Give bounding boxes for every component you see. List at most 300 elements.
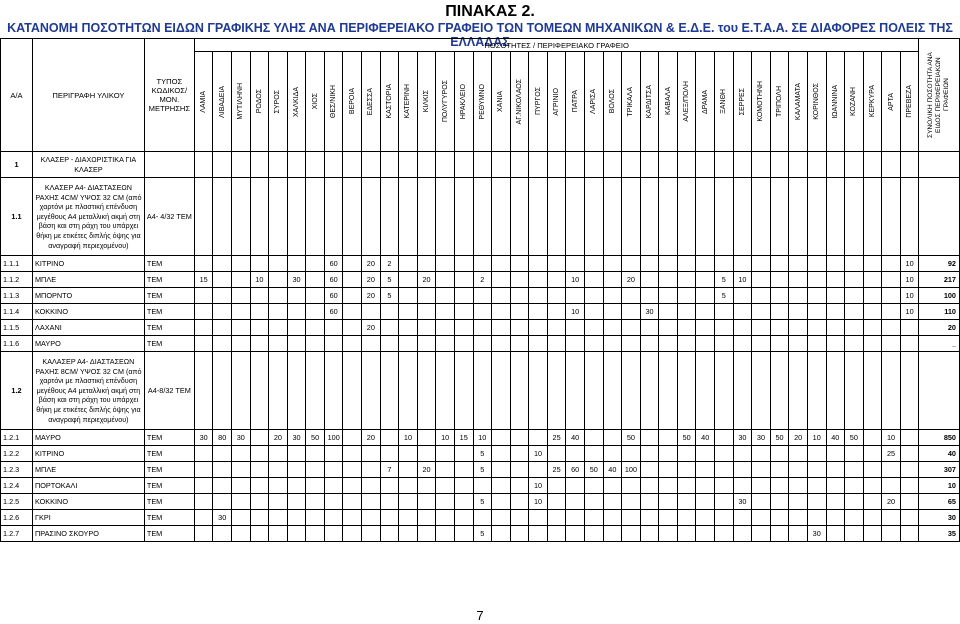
empty-cell	[603, 352, 622, 430]
empty-cell	[770, 152, 789, 178]
empty-cell	[213, 446, 232, 462]
empty-cell	[659, 152, 678, 178]
empty-cell	[306, 494, 325, 510]
empty-cell	[733, 256, 752, 272]
empty-cell	[863, 462, 882, 478]
empty-cell	[194, 494, 213, 510]
empty-cell	[232, 272, 251, 288]
item-name: ΠΡΑΣΙΝΟ ΣΚΟΥΡΟ	[32, 526, 144, 542]
empty-cell	[882, 304, 901, 320]
item-total: 10	[919, 478, 960, 494]
empty-cell	[213, 178, 232, 256]
page-title: ΠΙΝΑΚΑΣ 2.	[445, 3, 535, 20]
empty-cell	[269, 320, 288, 336]
empty-cell	[752, 478, 771, 494]
empty-cell	[584, 510, 603, 526]
item-total: 217	[919, 272, 960, 288]
quantity-cell: 30	[213, 510, 232, 526]
city-label: ΒΟΛΟΣ	[608, 89, 616, 114]
empty-cell	[454, 152, 473, 178]
empty-cell	[380, 430, 399, 446]
empty-cell	[269, 510, 288, 526]
empty-cell	[696, 336, 715, 352]
empty-cell	[417, 288, 436, 304]
empty-cell	[324, 336, 343, 352]
empty-cell	[213, 462, 232, 478]
empty-cell	[845, 152, 864, 178]
section-description: ΚΛΑΣΕΡ - ΔΙΑΧΩΡΙΣΤΙΚΑ ΓΙΑ ΚΛΑΣΕΡ	[32, 152, 144, 178]
empty-cell	[603, 304, 622, 320]
empty-cell	[510, 430, 529, 446]
city-label: ΠΟΛΥΓΥΡΟΣ	[441, 80, 449, 123]
page-subtitle: ΚΑΤΑΝΟΜΗ ΠΟΣΟΤΗΤΩΝ ΕΙΔΩΝ ΓΡΑΦΙΚΗΣ ΥΛΗΣ ΑΝΑ ΠΕΡΙΦΕΡΕΙΑΚΟ ΓΡΑΦΕΙΟ ΤΩΝ ΤΟΜΕΩΝ ΜΗΧΑΝΙΚΩΝ & Ε.Δ.Ε. του Ε.Τ.Α.Α. ΣΕ ΔΙΑΦΟΡΕΣ ΠΟΛΕΙΣ ΤΗΣ ΕΛΛΑΔΑΣ	[7, 21, 953, 49]
quantity-cell: 10	[399, 430, 418, 446]
empty-cell	[362, 494, 381, 510]
empty-cell	[417, 478, 436, 494]
empty-cell	[845, 462, 864, 478]
quantity-cell: 60	[324, 256, 343, 272]
empty-cell	[529, 526, 548, 542]
empty-cell	[622, 478, 641, 494]
quantity-cell: 10	[250, 272, 269, 288]
empty-cell	[603, 478, 622, 494]
empty-cell	[306, 446, 325, 462]
empty-cell	[752, 462, 771, 478]
city-label: ΗΡΑΚΛΕΙΟ	[460, 83, 468, 120]
empty-cell	[677, 526, 696, 542]
empty-cell	[232, 336, 251, 352]
quantity-cell: 30	[287, 430, 306, 446]
empty-cell	[752, 352, 771, 430]
quantity-cell: 15	[454, 430, 473, 446]
quantity-cell: 5	[715, 272, 734, 288]
empty-cell	[250, 510, 269, 526]
empty-cell	[250, 462, 269, 478]
empty-cell	[715, 152, 734, 178]
quantity-cell: 10	[436, 430, 455, 446]
city-label: ΚΑΒΑΛΑ	[664, 87, 672, 116]
empty-cell	[399, 152, 418, 178]
empty-cell	[250, 152, 269, 178]
empty-cell	[492, 352, 511, 430]
empty-cell	[677, 256, 696, 272]
empty-cell	[807, 288, 826, 304]
empty-cell	[900, 446, 919, 462]
empty-cell	[454, 320, 473, 336]
empty-cell	[770, 288, 789, 304]
empty-cell	[826, 152, 845, 178]
empty-cell	[399, 336, 418, 352]
empty-cell	[417, 446, 436, 462]
empty-cell	[492, 152, 511, 178]
header-city	[287, 52, 306, 152]
empty-cell	[547, 336, 566, 352]
empty-cell	[492, 430, 511, 446]
empty-cell	[863, 304, 882, 320]
item-name: ΠΟΡΤΟΚΑΛΙ	[32, 478, 144, 494]
empty-cell	[789, 462, 808, 478]
empty-cell	[417, 510, 436, 526]
empty-cell	[343, 256, 362, 272]
empty-cell	[845, 526, 864, 542]
header-city	[213, 52, 232, 152]
empty-cell	[547, 510, 566, 526]
empty-cell	[232, 478, 251, 494]
empty-cell	[677, 352, 696, 430]
empty-cell	[380, 352, 399, 430]
quantity-cell: 10	[529, 446, 548, 462]
empty-cell	[696, 510, 715, 526]
table-row	[1, 446, 960, 462]
empty-cell	[826, 178, 845, 256]
empty-cell	[826, 510, 845, 526]
empty-cell	[863, 352, 882, 430]
empty-cell	[845, 288, 864, 304]
empty-cell	[789, 478, 808, 494]
empty-cell	[845, 320, 864, 336]
quantity-cell: 20	[362, 430, 381, 446]
empty-cell	[250, 288, 269, 304]
header-city	[194, 52, 213, 152]
empty-cell	[510, 446, 529, 462]
item-name: ΛΑΧΑΝΙ	[32, 320, 144, 336]
empty-cell	[473, 478, 492, 494]
item-unit: ΤΕΜ	[144, 304, 194, 320]
quantity-cell: 2	[473, 272, 492, 288]
empty-cell	[436, 352, 455, 430]
city-label: ΛΑΡΙΣΑ	[590, 89, 598, 114]
header-city	[622, 52, 641, 152]
item-name: ΜΑΥΡΟ	[32, 430, 144, 446]
table-row	[1, 462, 960, 478]
empty-cell	[399, 510, 418, 526]
empty-cell	[715, 510, 734, 526]
quantity-cell: 30	[287, 272, 306, 288]
quantity-cell: 5	[380, 288, 399, 304]
empty-cell	[640, 256, 659, 272]
empty-cell	[584, 446, 603, 462]
empty-cell	[640, 526, 659, 542]
quantity-cell: 20	[362, 256, 381, 272]
empty-cell	[343, 494, 362, 510]
empty-cell	[715, 320, 734, 336]
empty-cell	[250, 178, 269, 256]
empty-cell	[622, 304, 641, 320]
empty-cell	[250, 430, 269, 446]
empty-cell	[715, 478, 734, 494]
empty-cell	[399, 526, 418, 542]
empty-cell	[752, 272, 771, 288]
empty-cell	[287, 304, 306, 320]
empty-cell	[789, 446, 808, 462]
empty-cell	[826, 256, 845, 272]
item-unit: ΤΕΜ	[144, 462, 194, 478]
quantity-cell: 10	[529, 478, 548, 494]
empty-cell	[789, 494, 808, 510]
empty-cell	[417, 304, 436, 320]
item-code: 1.1.6	[1, 336, 33, 352]
item-unit: ΤΕΜ	[144, 446, 194, 462]
empty-cell	[287, 320, 306, 336]
empty-cell	[900, 430, 919, 446]
empty-cell	[845, 446, 864, 462]
quantity-cell: 20	[622, 272, 641, 288]
empty-cell	[436, 304, 455, 320]
empty-cell	[566, 288, 585, 304]
empty-cell	[733, 478, 752, 494]
table-row	[1, 430, 960, 446]
empty-cell	[343, 430, 362, 446]
empty-cell	[845, 256, 864, 272]
empty-cell	[232, 178, 251, 256]
header-city	[454, 52, 473, 152]
empty-cell	[789, 178, 808, 256]
empty-cell	[324, 494, 343, 510]
section-description: ΚΑΛΑΣΕΡ Α4- ΔΙΑΣΤΑΣΕΩΝ ΡΑΧΗΣ 8CM/ ΥΨΟΣ 32 CM (από χαρτόνι με πλαστική επένδυση μεγέθους Α4 μεταλλική ακμή στη βάση και στη ράχη του υπάρχει θήκη με ετικέτες διπλής όψης για αναγραφή περιεχομένου)	[32, 352, 144, 430]
empty-cell	[640, 446, 659, 462]
item-unit: ΤΕΜ	[144, 288, 194, 304]
empty-cell	[752, 446, 771, 462]
quantity-cell: 10	[900, 272, 919, 288]
empty-cell	[454, 526, 473, 542]
empty-cell	[213, 352, 232, 430]
empty-cell	[306, 510, 325, 526]
empty-cell	[492, 446, 511, 462]
empty-cell	[733, 510, 752, 526]
empty-cell	[269, 478, 288, 494]
empty-cell	[232, 446, 251, 462]
quantity-cell: 50	[770, 430, 789, 446]
header-city	[250, 52, 269, 152]
empty-cell	[287, 526, 306, 542]
empty-cell	[510, 494, 529, 510]
empty-cell	[566, 510, 585, 526]
empty-cell	[269, 336, 288, 352]
quantity-cell: 60	[324, 288, 343, 304]
empty-cell	[807, 272, 826, 288]
header-city	[324, 52, 343, 152]
item-code: 1.2.3	[1, 462, 33, 478]
empty-cell	[399, 304, 418, 320]
empty-cell	[454, 446, 473, 462]
empty-cell	[417, 494, 436, 510]
empty-cell	[510, 272, 529, 288]
header-city	[566, 52, 585, 152]
empty-cell	[510, 304, 529, 320]
city-label: ΣΥΡΟΣ	[274, 89, 282, 114]
item-total: _	[919, 336, 960, 352]
empty-cell	[696, 288, 715, 304]
empty-cell	[584, 494, 603, 510]
empty-cell	[492, 462, 511, 478]
empty-cell	[807, 510, 826, 526]
empty-cell	[529, 430, 548, 446]
item-name: ΚΙΤΡΙΝΟ	[32, 256, 144, 272]
empty-cell	[733, 178, 752, 256]
empty-cell	[696, 272, 715, 288]
empty-cell	[194, 446, 213, 462]
empty-cell	[733, 152, 752, 178]
empty-cell	[306, 152, 325, 178]
empty-cell	[677, 446, 696, 462]
empty-cell	[510, 320, 529, 336]
empty-cell	[343, 526, 362, 542]
city-label: ΚΙΛΚΙΣ	[423, 90, 431, 113]
empty-cell	[845, 478, 864, 494]
empty-cell	[659, 256, 678, 272]
empty-cell	[194, 336, 213, 352]
header-city	[510, 52, 529, 152]
empty-cell	[399, 272, 418, 288]
empty-cell	[845, 304, 864, 320]
empty-cell	[807, 478, 826, 494]
empty-cell	[473, 320, 492, 336]
item-total: 100	[919, 288, 960, 304]
empty-cell	[789, 288, 808, 304]
empty-cell	[640, 288, 659, 304]
empty-cell	[306, 462, 325, 478]
empty-cell	[845, 272, 864, 288]
empty-cell	[417, 320, 436, 336]
quantity-cell: 100	[622, 462, 641, 478]
item-total: 35	[919, 526, 960, 542]
empty-cell	[584, 256, 603, 272]
empty-cell	[789, 256, 808, 272]
empty-cell	[306, 256, 325, 272]
empty-cell	[213, 320, 232, 336]
empty-cell	[566, 336, 585, 352]
empty-cell	[733, 352, 752, 430]
item-code: 1.1.3	[1, 288, 33, 304]
empty-cell	[510, 256, 529, 272]
quantity-cell: 40	[826, 430, 845, 446]
empty-cell	[733, 304, 752, 320]
empty-cell	[603, 494, 622, 510]
header-city	[677, 52, 696, 152]
quantity-cell: 50	[845, 430, 864, 446]
empty-cell	[659, 178, 678, 256]
quantity-cell: 60	[324, 272, 343, 288]
header-city	[789, 52, 808, 152]
city-label: ΚΟΡΙΝΘΟΣ	[813, 83, 821, 120]
quantity-cell: 15	[194, 272, 213, 288]
empty-cell	[566, 320, 585, 336]
empty-cell	[362, 510, 381, 526]
empty-cell	[213, 288, 232, 304]
empty-cell	[473, 288, 492, 304]
empty-cell	[417, 178, 436, 256]
quantity-cell: 30	[733, 494, 752, 510]
empty-cell	[659, 478, 678, 494]
empty-cell	[362, 336, 381, 352]
empty-cell	[900, 152, 919, 178]
empty-cell	[789, 304, 808, 320]
empty-cell	[436, 288, 455, 304]
empty-cell	[882, 526, 901, 542]
empty-cell	[677, 462, 696, 478]
empty-cell	[343, 288, 362, 304]
quantity-cell: 10	[473, 430, 492, 446]
item-unit: ΤΕΜ	[144, 256, 194, 272]
item-code: 1.1.2	[1, 272, 33, 288]
section-code: 1.1	[1, 178, 33, 256]
header-city	[343, 52, 362, 152]
quantity-cell: 10	[566, 272, 585, 288]
empty-cell	[770, 526, 789, 542]
empty-cell	[919, 178, 960, 256]
empty-cell	[770, 446, 789, 462]
empty-cell	[603, 152, 622, 178]
empty-cell	[399, 256, 418, 272]
empty-cell	[380, 336, 399, 352]
empty-cell	[269, 462, 288, 478]
item-code: 1.2.5	[1, 494, 33, 510]
empty-cell	[306, 352, 325, 430]
empty-cell	[752, 256, 771, 272]
empty-cell	[287, 288, 306, 304]
empty-cell	[752, 510, 771, 526]
section-code: 1	[1, 152, 33, 178]
empty-cell	[882, 320, 901, 336]
empty-cell	[232, 494, 251, 510]
city-label: ΔΡΑΜΑ	[701, 89, 709, 114]
empty-cell	[826, 478, 845, 494]
empty-cell	[584, 304, 603, 320]
empty-cell	[659, 462, 678, 478]
empty-cell	[194, 288, 213, 304]
empty-cell	[603, 446, 622, 462]
empty-cell	[900, 478, 919, 494]
header-city	[696, 52, 715, 152]
empty-cell	[399, 320, 418, 336]
empty-cell	[807, 320, 826, 336]
empty-cell	[324, 152, 343, 178]
empty-cell	[584, 178, 603, 256]
empty-cell	[733, 320, 752, 336]
empty-cell	[269, 526, 288, 542]
empty-cell	[399, 478, 418, 494]
empty-cell	[454, 272, 473, 288]
empty-cell	[547, 352, 566, 430]
empty-cell	[362, 152, 381, 178]
empty-cell	[380, 446, 399, 462]
empty-cell	[473, 304, 492, 320]
empty-cell	[882, 510, 901, 526]
empty-cell	[566, 352, 585, 430]
empty-cell	[863, 430, 882, 446]
quantity-cell: 30	[194, 430, 213, 446]
empty-cell	[863, 288, 882, 304]
city-label: ΑΓ.ΝΙΚΟΛΑΟΣ	[515, 78, 523, 125]
item-unit: ΤΕΜ	[144, 320, 194, 336]
empty-cell	[547, 178, 566, 256]
empty-cell	[547, 446, 566, 462]
empty-cell	[436, 510, 455, 526]
item-unit: ΤΕΜ	[144, 526, 194, 542]
city-label: ΒΕΡΟΙΑ	[348, 88, 356, 115]
city-label: ΤΡΙΚΑΛΑ	[627, 86, 635, 117]
empty-cell	[566, 446, 585, 462]
header-city	[659, 52, 678, 152]
item-name: ΜΠΟΡΝΤΟ	[32, 288, 144, 304]
empty-cell	[510, 462, 529, 478]
empty-cell	[324, 178, 343, 256]
item-total: 110	[919, 304, 960, 320]
empty-cell	[287, 256, 306, 272]
header-unit: ΤΥΠΟΣ ΚΩΔΙΚΟΣ/ ΜΟΝ. ΜΕΤΡΗΣΗΣ	[144, 39, 194, 152]
empty-cell	[807, 152, 826, 178]
empty-cell	[882, 152, 901, 178]
